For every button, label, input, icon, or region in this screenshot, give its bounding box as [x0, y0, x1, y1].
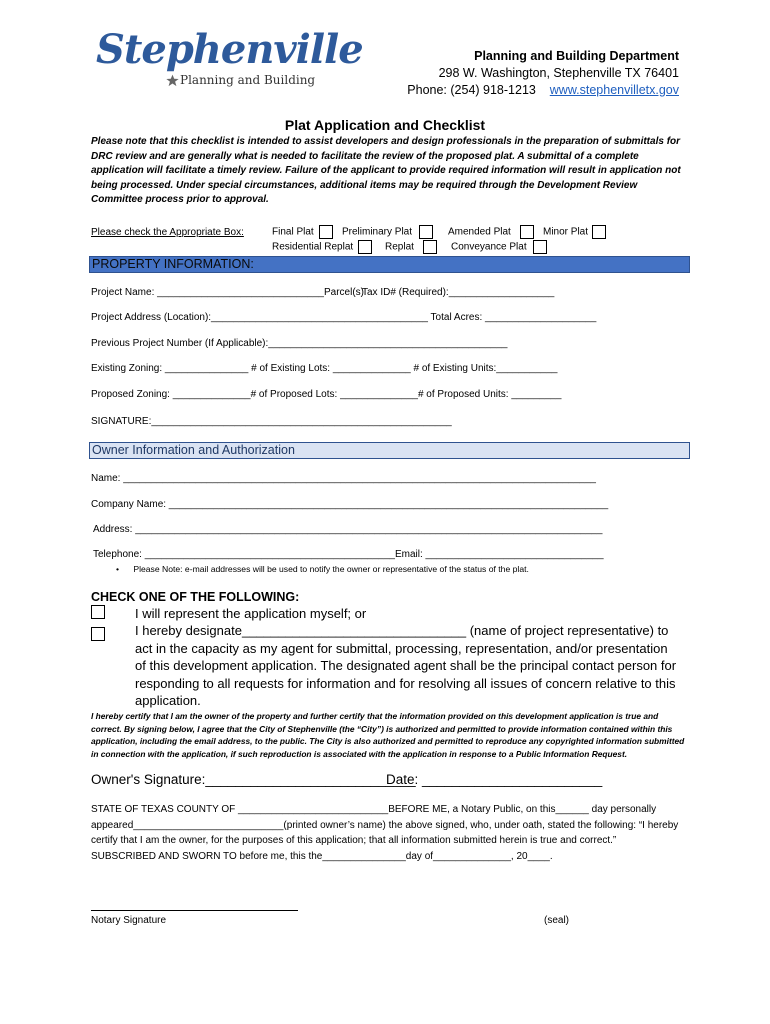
- final-plat-label: Final Plat: [272, 226, 314, 238]
- option-residential-replat[interactable]: [272, 240, 372, 254]
- check-one-heading: CHECK ONE OF THE FOLLOWING:: [91, 590, 300, 604]
- company-name-field[interactable]: Company Name: _______________________________________________________________________________: [91, 499, 609, 510]
- amended-plat-label: Amended Plat: [448, 226, 511, 238]
- department-contact: [407, 83, 679, 97]
- final-plat-checkbox[interactable]: [319, 225, 333, 239]
- date-field[interactable]: Date: ________________________: [386, 772, 603, 787]
- project-name-field[interactable]: Project Name: ______________________________Parcel(s): [91, 287, 364, 298]
- conveyance-plat-checkbox[interactable]: [533, 240, 547, 254]
- tax-id-field[interactable]: Tax ID# (Required):___________________: [362, 287, 555, 298]
- check-label: Please check the Appropriate Box:: [91, 227, 244, 238]
- option-amended-plat[interactable]: [448, 225, 534, 239]
- star-icon: [166, 74, 179, 87]
- website-link[interactable]: www.stephenvilletx.gov: [549, 83, 679, 97]
- option-replat[interactable]: [385, 240, 437, 254]
- bullet-icon: •: [116, 564, 120, 574]
- project-address-field[interactable]: Project Address (Location):_______________________________________ Total Acres: ____________________: [91, 312, 597, 323]
- replat-checkbox[interactable]: [423, 240, 437, 254]
- preliminary-plat-checkbox[interactable]: [419, 225, 433, 239]
- represent-myself-checkbox[interactable]: [91, 605, 105, 619]
- minor-plat-label: Minor Plat: [543, 226, 589, 238]
- owner-section-heading: Owner Information and Authorization: [89, 442, 690, 459]
- notary-text: STATE OF TEXAS COUNTY OF ___________________________BEFORE ME, a Notary Public, on this______ day personally appeared___________________________(printed owner’s name) the above signed, who, under oath, stated the following: “I hereby certify that I am the owner, for the purposes of this application; that all information submitted herein is true and correct.” SUBSCRIBED AND SWORN TO before me, this the_______________day of______________, 20____.: [91, 804, 679, 862]
- residential-replat-label: Residential Replat: [272, 241, 354, 253]
- owner-address-field[interactable]: Address: ____________________________________________________________________________________: [93, 524, 603, 535]
- replat-label: Replat: [385, 241, 414, 253]
- seal-label: (seal): [544, 915, 570, 926]
- intro-text: Please note that this checklist is intended to assist developers and design professionals in the preparation of submittals for DRC review and are generally what is needed to facilitate the review of the proposed plat. A submittal of a complete application will facilitate a timely review. Failure of the applicant to provide required information will result in application not being processed. Under special circumstances, additional items may be required through the Development Review Committee process prior to approval.: [91, 136, 681, 206]
- proposed-zoning-row[interactable]: Proposed Zoning: ______________# of Proposed Lots: ______________# of Proposed Units: _________: [91, 389, 562, 400]
- option-minor-plat[interactable]: [543, 225, 606, 239]
- signature-field[interactable]: SIGNATURE:______________________________________________________: [91, 416, 452, 427]
- notary-signature-label: Notary Signature: [91, 915, 167, 926]
- logo-text: Stephenville: [96, 26, 363, 73]
- conveyance-plat-label: Conveyance Plat: [451, 241, 527, 253]
- option-final-plat[interactable]: [272, 225, 333, 239]
- department-address: 298 W. Washington, Stephenville TX 76401: [438, 66, 679, 80]
- property-section-heading: PROPERTY INFORMATION:: [89, 256, 690, 273]
- represent-myself-label: I will represent the application myself; or: [135, 606, 367, 621]
- certification-text: I hereby certify that I am the owner of the property and further certify that the information provided on this development application is true and correct. By signing below, I agree that the City of Stephenville (the “City”) is authorized and permitted to provide information contained within this application, including the email address, to the public. The City is also authorized and permitted to reproduce any copyrighted information submitted in connection with the application, if such reproduction is associated with the application in response to a Public Information Request.: [91, 711, 685, 759]
- minor-plat-checkbox[interactable]: [592, 225, 606, 239]
- email-note-text: Please Note: e-mail addresses will be used to notify the owner or representative of the status of the plat.: [133, 564, 529, 574]
- previous-project-field[interactable]: Previous Project Number (If Applicable):___________________________________________: [91, 338, 508, 349]
- amended-plat-checkbox[interactable]: [520, 225, 534, 239]
- option-conveyance-plat[interactable]: [451, 240, 547, 254]
- email-note: [116, 564, 529, 574]
- owner-signature-field[interactable]: Owner's Signature:____________________________: [91, 772, 416, 787]
- option-preliminary-plat[interactable]: [342, 225, 433, 239]
- page-title: Plat Application and Checklist: [284, 117, 486, 133]
- preliminary-plat-label: Preliminary Plat: [342, 226, 413, 238]
- designate-agent-text: I hereby designate_______________________________ (name of project representative) to act in the capacity as my agent for submittal, processing, representation, and/or presentation of this development application. The designated agent shall be the principal contact person for responding to all requests for information and for resolving all issues of concern relative to this application.: [135, 623, 677, 708]
- existing-zoning-row[interactable]: Existing Zoning: _______________ # of Existing Lots: ______________ # of Existing Units:___________: [91, 363, 558, 374]
- notary-signature-line[interactable]: [91, 910, 298, 911]
- telephone-email-field[interactable]: Telephone: _____________________________________________Email: ________________________________: [93, 549, 604, 560]
- logo: [96, 22, 363, 92]
- residential-replat-checkbox[interactable]: [358, 240, 372, 254]
- designate-agent-checkbox[interactable]: [91, 627, 105, 641]
- logo-subtitle: Planning and Building: [180, 73, 316, 87]
- phone: Phone: (254) 918-1213: [407, 83, 536, 97]
- owner-name-field[interactable]: Name: _____________________________________________________________________________________: [91, 473, 596, 484]
- department-name: Planning and Building Department: [474, 49, 679, 63]
